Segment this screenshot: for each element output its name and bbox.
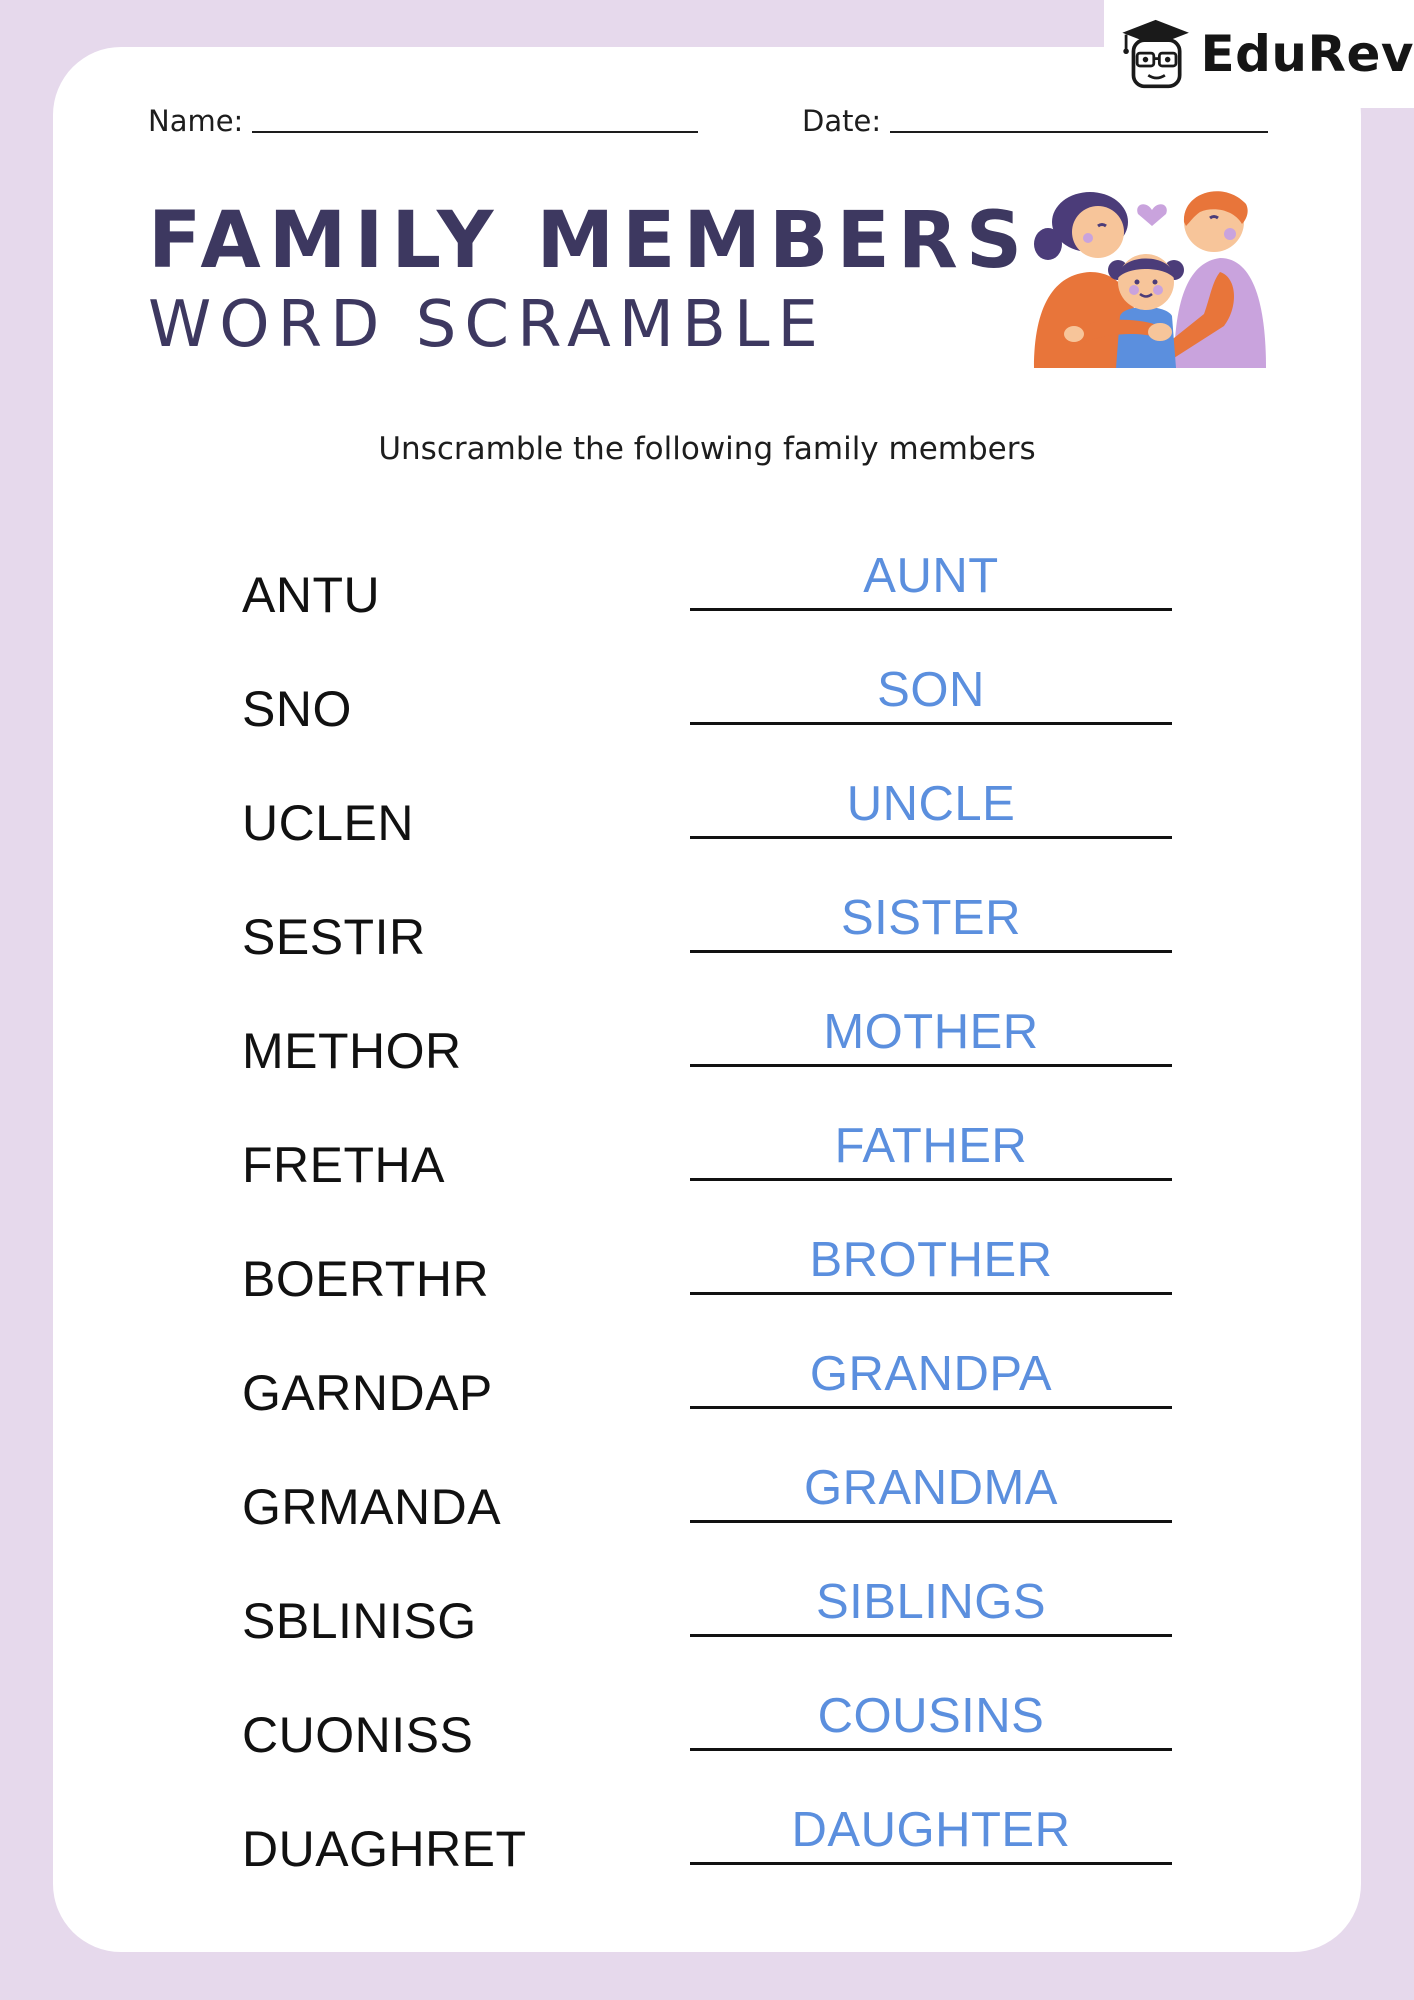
answer-line xyxy=(690,836,1172,839)
family-illustration xyxy=(1024,186,1270,370)
scrambled-word: GRMANDA xyxy=(242,1479,502,1535)
answer-line xyxy=(690,722,1172,725)
word-row xyxy=(0,992,1414,1106)
word-row xyxy=(0,1106,1414,1220)
date-field[interactable] xyxy=(890,131,1268,133)
answer-line xyxy=(690,1178,1172,1181)
answer-text[interactable]: AUNT xyxy=(863,549,999,603)
answer-text[interactable]: COUSINS xyxy=(817,1689,1045,1743)
answer-line xyxy=(690,608,1172,611)
answer-text[interactable]: GRANDMA xyxy=(804,1461,1058,1515)
mascot-icon xyxy=(1115,13,1194,95)
word-row xyxy=(0,1334,1414,1448)
word-row xyxy=(0,1220,1414,1334)
instructions: Unscramble the following family members xyxy=(378,431,1036,467)
answer-text[interactable]: SIBLINGS xyxy=(815,1575,1047,1629)
answer-line xyxy=(690,950,1172,953)
word-row xyxy=(0,536,1414,650)
scrambled-word: BOERTHR xyxy=(242,1251,490,1307)
scrambled-word: FRETHA xyxy=(242,1137,445,1193)
page-title: FAMILY MEMBERS xyxy=(148,196,1031,286)
answer-text[interactable]: BROTHER xyxy=(809,1233,1053,1287)
name-field[interactable] xyxy=(252,131,698,133)
answer-line xyxy=(690,1634,1172,1637)
word-row xyxy=(0,1562,1414,1676)
scrambled-word: SESTIR xyxy=(242,909,426,965)
scrambled-word: UCLEN xyxy=(242,795,414,851)
answer-line xyxy=(690,1406,1172,1409)
page-subtitle: WORD SCRAMBLE xyxy=(148,288,826,362)
logo-text: EduRev xyxy=(1200,25,1414,83)
name-label: Name: xyxy=(148,104,244,138)
scrambled-word: GARNDAP xyxy=(242,1365,493,1421)
heart-icon xyxy=(1137,204,1167,226)
answer-line xyxy=(690,1748,1172,1751)
answer-line xyxy=(690,1862,1172,1865)
date-label: Date: xyxy=(802,104,882,138)
scrambled-word: ANTU xyxy=(242,567,381,623)
word-row xyxy=(0,650,1414,764)
answer-text[interactable]: SON xyxy=(877,663,985,717)
answer-text[interactable]: FATHER xyxy=(834,1119,1028,1173)
answer-line xyxy=(690,1520,1172,1523)
scrambled-word: SBLINISG xyxy=(242,1593,477,1649)
answer-line xyxy=(690,1292,1172,1295)
answer-text[interactable]: MOTHER xyxy=(823,1005,1039,1059)
answer-text[interactable]: SISTER xyxy=(841,891,1021,945)
word-row xyxy=(0,1790,1414,1904)
word-row xyxy=(0,878,1414,992)
word-row xyxy=(0,1448,1414,1562)
scrambled-word: SNO xyxy=(242,681,352,737)
answer-text[interactable]: UNCLE xyxy=(846,777,1016,831)
scrambled-word: DUAGHRET xyxy=(242,1821,527,1877)
scrambled-word: METHOR xyxy=(242,1023,462,1079)
edurev-logo[interactable] xyxy=(1104,0,1414,108)
scrambled-word: CUONISS xyxy=(242,1707,474,1763)
answer-line xyxy=(690,1064,1172,1067)
answer-text[interactable]: DAUGHTER xyxy=(791,1803,1071,1857)
answer-text[interactable]: GRANDPA xyxy=(809,1347,1053,1401)
word-row xyxy=(0,1676,1414,1790)
word-row xyxy=(0,764,1414,878)
